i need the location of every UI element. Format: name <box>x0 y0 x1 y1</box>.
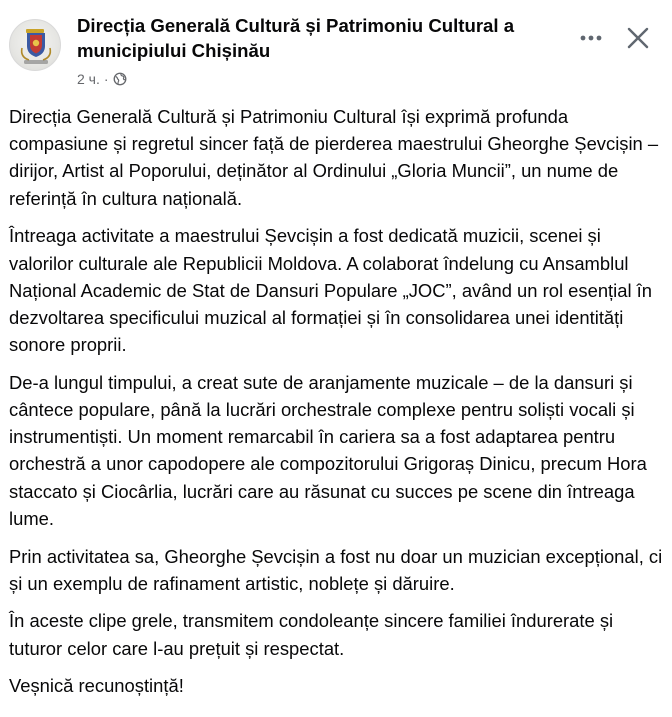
page-avatar[interactable] <box>9 19 61 71</box>
post-paragraph: Veșnică recunoștință! <box>9 675 184 697</box>
globe-icon[interactable] <box>113 72 127 86</box>
close-icon <box>626 26 650 50</box>
more-options-icon <box>579 34 603 42</box>
coat-of-arms-logo <box>10 20 61 71</box>
post-paragraph: Direcția Generală Cultură și Patrimoniu Cultural își exprimă profunda compasiune și regretul sincer față de pierderea maestrului Gheorghe Șevcișin – dirijor, Artist al Poporului, deținător al Ordinului „Gloria Muncii”, un nume de referință în cultura națională. <box>9 106 659 209</box>
post-header <box>0 0 672 100</box>
post-meta <box>77 68 127 90</box>
close-button[interactable] <box>620 20 656 56</box>
post-paragraph: De-a lungul timpului, a creat sute de aranjamente muzicale – de la dansuri și cântece populare, până la lucrări orchestrale complexe pentru soliști vocali și instrumentiști. Un moment remarcabil în cariera sa a fost adaptarea pentru orchestră a unor capodopere ale compozitorului Grigoraș Dinicu, precum Hora staccato și Ciocârlia, lucrări care au răsunat cu succes pe scene din întreaga lume. <box>9 371 647 529</box>
post-paragraph: Întreaga activitate a maestrului Șevcișin a fost dedicată muzicii, scenei și valorilor culturale ale Republicii Moldova. A colaborat îndelung cu Ansamblul Național Academic de Stat de Dansuri Populare „JOC”, având un rol esențial în dezvoltarea specificului muzical al formației și în consolidarea unei identități sonore proprii. <box>9 225 652 356</box>
meta-separator: · <box>103 71 109 87</box>
post-timestamp[interactable]: 2 ч. <box>77 71 100 87</box>
more-options-button[interactable] <box>573 22 609 54</box>
post-body <box>9 103 667 710</box>
post-paragraph: Prin activitatea sa, Gheorghe Șevcișin a fost nu doar un muzician excepțional, ci și un exemplu de rafinament artistic, noblețe și dăruire. <box>9 545 663 594</box>
post-paragraph: În aceste clipe grele, transmitem condoleanțe sincere familiei îndurerate și tuturor celor care l-au prețuit și respectat. <box>9 610 614 659</box>
page-name-link[interactable]: Direcția Generală Cultură și Patrimoniu Cultural a municipiului Chișinău <box>77 15 515 61</box>
